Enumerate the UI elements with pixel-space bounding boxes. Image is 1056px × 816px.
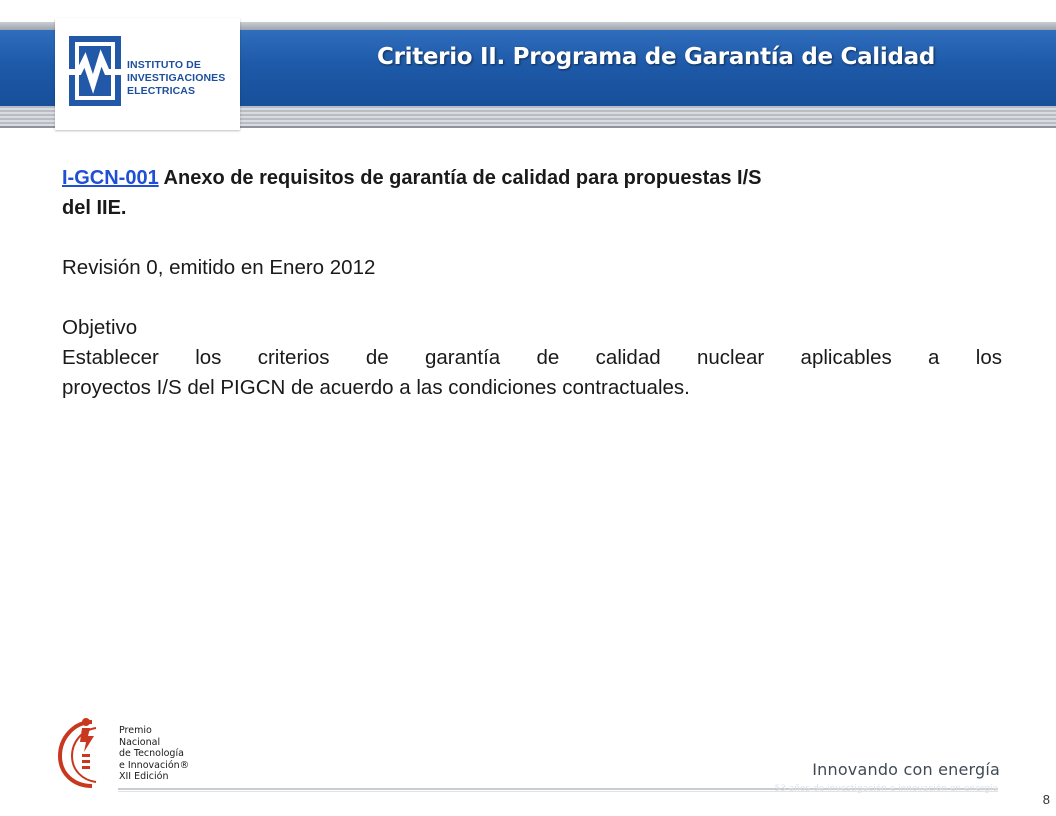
page-number: 8 bbox=[1042, 792, 1050, 807]
document-code-link[interactable]: I-GCN-001 bbox=[62, 167, 159, 189]
institution-logo bbox=[55, 18, 240, 130]
objective-label: Objetivo bbox=[62, 316, 138, 339]
award-line: Premio bbox=[119, 725, 152, 736]
award-caption bbox=[119, 725, 219, 783]
institution-name-line: INSTITUTO DE bbox=[127, 59, 201, 71]
revision-text: Revisión 0, emitido en Enero 2012 bbox=[62, 256, 376, 279]
slide-title: Criterio II. Programa de Garantía de Calidad bbox=[376, 44, 936, 70]
objective-text-line1: Establecer los criterios de garantía de calidad nuclear aplicables a los bbox=[62, 346, 1002, 369]
document-title-line2: del IIE. bbox=[62, 197, 127, 219]
institution-name bbox=[127, 59, 239, 98]
award-line: XII Edición bbox=[119, 771, 169, 782]
slogan: Innovando con energía bbox=[812, 760, 1000, 779]
document-heading bbox=[62, 163, 1002, 223]
institution-name-line: ELECTRICAS bbox=[127, 85, 196, 97]
document-title-line1: Anexo de requisitos de garantía de calidad para propuestas I/S bbox=[163, 167, 762, 189]
slogan-subtitle: 53 años de investigación e innovación en energía bbox=[774, 784, 998, 794]
institution-name-line: INVESTIGACIONES bbox=[127, 72, 226, 84]
award-line: de Tecnología bbox=[119, 748, 184, 759]
iie-logo-icon bbox=[69, 36, 121, 106]
objective-text-line2: proyectos I/S del PIGCN de acuerdo a las condiciones contractuales. bbox=[62, 376, 690, 399]
award-logo-icon bbox=[52, 714, 118, 790]
award-line: Nacional bbox=[119, 736, 161, 748]
award-line: e Innovación® bbox=[119, 759, 190, 771]
slide-content bbox=[62, 163, 1002, 403]
objective-section bbox=[62, 313, 1002, 403]
